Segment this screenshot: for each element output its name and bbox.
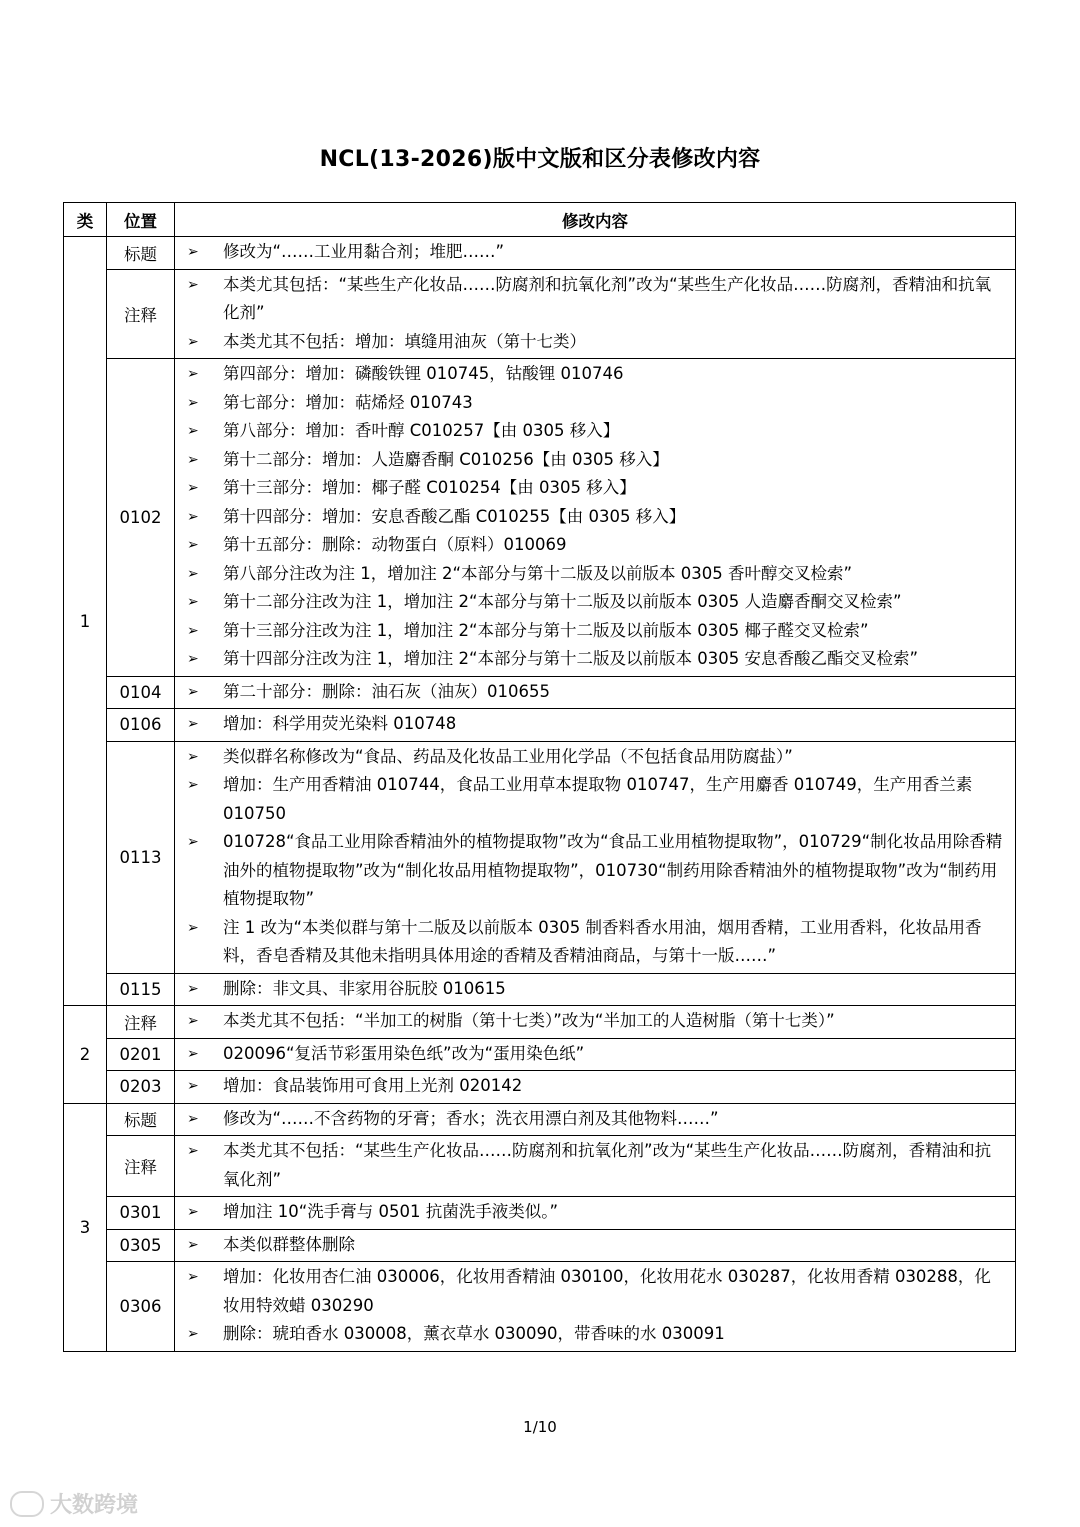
item-text: 修改为“……不含药物的牙膏；香水；洗衣用漂白剂及其他物料……” [223,1108,719,1128]
item-text: 注 1 改为“本类似群与第十二版及以前版本 0305 制香料香水用油，烟用香精，工业用香料，化妆品用香料，香皂香精及其他未指明具体用途的香精及香精油商品，与第十一版……” [223,917,982,965]
position-cell: 标题 [107,237,175,270]
arrow-bullet-icon: ➢ [187,1269,199,1285]
item-text: 增加：生产用香精油 010744，食品工业用草本提取物 010747，生产用麝香 010749，生产用香兰素 010750 [223,775,973,823]
arrow-bullet-icon: ➢ [187,1013,199,1029]
list-item [187,743,1007,772]
table-row [64,741,1016,973]
list-item [187,645,1007,674]
arrow-bullet-icon: ➢ [187,1078,199,1094]
position-cell: 0113 [107,741,175,973]
list-item [187,975,1007,1004]
item-text: 第七部分：增加：萜烯烃 010743 [223,392,473,412]
table-row [64,1229,1016,1262]
table-row [64,1262,1016,1352]
item-text: 类似群名称修改为“食品、药品及化妆品工业用化学品（不包括食品用防腐盐）” [223,746,793,766]
arrow-bullet-icon: ➢ [187,451,199,468]
item-text: 本类尤其不包括：“某些生产化妆品……防腐剂和抗氧化剂”改为“某些生产化妆品……防腐剂，香精油和抗氧化剂” [223,1141,992,1189]
list-item [187,560,1007,589]
item-text: 第十四部分注改为注 1，增加注 2“本部分与第十二版及以前版本 0305 安息香酸乙酯交叉检索” [223,649,919,668]
table-row [64,1103,1016,1136]
table-row [64,1006,1016,1039]
revision-table [63,202,1016,1352]
class-number-cell: 1 [64,237,107,1006]
content-cell [175,676,1016,709]
content-cell [175,359,1016,677]
table-header-row [64,203,1016,237]
content-cell [175,741,1016,973]
item-text: 增加：科学用荧光染料 010748 [223,714,457,733]
item-text: 020096“复活节彩蛋用染色纸”改为“蛋用染色纸” [223,1043,585,1063]
item-text: 增加注 10“洗手膏与 0501 抗菌洗手液类似。” [223,1202,559,1221]
position-cell: 标题 [107,1103,175,1136]
list-item [187,1105,1007,1134]
table-row [64,1038,1016,1071]
page-number: 1/10 [523,1418,557,1436]
arrow-bullet-icon: ➢ [187,276,199,293]
content-cell [175,237,1016,270]
watermark-logo-icon [10,1491,44,1517]
arrow-bullet-icon: ➢ [187,565,199,582]
item-text: 删除：琥珀香水 030008，薰衣草水 030090，带香味的水 030091 [223,1324,725,1343]
list-item [187,1231,1007,1260]
arrow-bullet-icon: ➢ [187,1326,199,1342]
item-text: 删除：非文具、非家用谷朊胶 010615 [223,978,506,998]
item-text: 010728“食品工业用除香精油外的植物提取物”改为“食品工业用植物提取物”，010729“制化妆品用除香精油外的植物提取物”改为“制化妆品用植物提取物”，010730“制药用除香精油外的植物提取物”改为“制药用植物提取物” [223,832,1003,908]
item-text: 第十三部分：增加：椰子醛 C010254【由 0305 移入】 [223,478,636,497]
item-text: 本类尤其包括：“某些生产化妆品……防腐剂和抗氧化剂”改为“某些生产化妆品……防腐剂，香精油和抗氧化剂” [223,274,992,322]
item-text: 本类尤其不包括：增加：填缝用油灰（第十七类） [223,331,586,351]
class-number-cell: 2 [64,1006,107,1104]
arrow-bullet-icon: ➢ [187,244,199,260]
arrow-bullet-icon: ➢ [187,508,199,525]
table-row [64,676,1016,709]
item-text: 第十二部分注改为注 1，增加注 2“本部分与第十二版及以前版本 0305 人造麝香酮交叉检索” [223,592,902,611]
arrow-bullet-icon: ➢ [187,594,199,610]
watermark-text: 大数跨境 [50,1493,139,1518]
content-cell [175,709,1016,742]
arrow-bullet-icon: ➢ [187,1045,199,1062]
content-cell [175,1006,1016,1039]
arrow-bullet-icon: ➢ [187,423,199,439]
content-cell [175,1262,1016,1352]
arrow-bullet-icon: ➢ [187,777,199,793]
position-cell: 0306 [107,1262,175,1352]
item-text: 第十四部分：增加：安息香酸乙酯 C010255【由 0305 移入】 [223,506,686,526]
content-cell [175,1071,1016,1104]
item-text: 第十三部分注改为注 1，增加注 2“本部分与第十二版及以前版本 0305 椰子醛交叉检索” [223,620,869,640]
list-item [187,617,1007,646]
table-row [64,709,1016,742]
content-cell [175,1103,1016,1136]
list-item [187,328,1007,357]
list-item [187,1263,1007,1320]
arrow-bullet-icon: ➢ [187,651,199,667]
list-item [187,1007,1007,1036]
item-text: 第八部分：增加：香叶醇 C010257【由 0305 移入】 [223,421,620,440]
table-row [64,1136,1016,1197]
position-cell: 注释 [107,269,175,359]
content-cell [175,973,1016,1006]
list-item [187,710,1007,739]
table-body [64,237,1016,1352]
table-row [64,359,1016,677]
arrow-bullet-icon: ➢ [187,333,199,350]
arrow-bullet-icon: ➢ [187,834,199,850]
position-cell: 0301 [107,1197,175,1230]
list-item [187,446,1007,475]
arrow-bullet-icon: ➢ [187,683,199,700]
position-cell: 注释 [107,1136,175,1197]
list-item [187,914,1007,971]
list-item [187,1040,1007,1069]
list-item [187,389,1007,418]
item-text: 第八部分注改为注 1，增加注 2“本部分与第十二版及以前版本 0305 香叶醇交叉检索” [223,563,853,583]
position-cell: 注释 [107,1006,175,1039]
content-cell [175,1038,1016,1071]
list-item [187,588,1007,617]
arrow-bullet-icon: ➢ [187,480,199,496]
list-item [187,271,1007,328]
table-row [64,1197,1016,1230]
list-item [187,360,1007,389]
list-item [187,828,1007,914]
position-cell: 0115 [107,973,175,1006]
list-item [187,474,1007,503]
list-item [187,503,1007,532]
table-row [64,237,1016,270]
item-text: 增加：化妆用杏仁油 030006，化妆用香精油 030100，化妆用花水 030287，化妆用香精 030288，化妆用特效蜡 030290 [223,1267,991,1315]
list-item [187,238,1007,267]
table-row [64,973,1016,1006]
content-cell [175,269,1016,359]
content-cell [175,1229,1016,1262]
header-position: 位置 [107,203,175,237]
header-class: 类 [64,203,107,237]
arrow-bullet-icon: ➢ [187,1204,199,1220]
list-item [187,1198,1007,1227]
position-cell: 0201 [107,1038,175,1071]
list-item [187,1137,1007,1194]
list-item [187,678,1007,707]
position-cell: 0102 [107,359,175,677]
arrow-bullet-icon: ➢ [187,748,199,765]
arrow-bullet-icon: ➢ [187,394,199,411]
table-row [64,1071,1016,1104]
document-title: NCL(13-2026)版中文版和区分表修改内容 [319,147,761,172]
item-text: 本类似群整体删除 [223,1234,355,1254]
list-item [187,771,1007,828]
content-cell [175,1136,1016,1197]
list-item [187,531,1007,560]
arrow-bullet-icon: ➢ [187,980,199,997]
position-cell: 0106 [107,709,175,742]
arrow-bullet-icon: ➢ [187,1143,199,1159]
arrow-bullet-icon: ➢ [187,622,199,639]
item-text: 第十五部分：删除：动物蛋白（原料）010069 [223,535,567,554]
item-text: 第十二部分：增加：人造麝香酮 C010256【由 0305 移入】 [223,449,669,469]
item-text: 第四部分：增加：磷酸铁锂 010745，钴酸锂 010746 [223,364,624,383]
arrow-bullet-icon: ➢ [187,716,199,732]
arrow-bullet-icon: ➢ [187,366,199,382]
arrow-bullet-icon: ➢ [187,537,199,553]
arrow-bullet-icon: ➢ [187,1110,199,1127]
arrow-bullet-icon: ➢ [187,919,199,936]
position-cell: 0203 [107,1071,175,1104]
list-item [187,1320,1007,1349]
watermark [10,1488,138,1519]
item-text: 第二十部分：删除：油石灰（油灰）010655 [223,681,550,701]
content-cell [175,1197,1016,1230]
table-row [64,269,1016,359]
header-content: 修改内容 [175,203,1016,237]
list-item [187,1072,1007,1101]
list-item [187,417,1007,446]
position-cell: 0104 [107,676,175,709]
class-number-cell: 3 [64,1103,107,1351]
item-text: 修改为“……工业用黏合剂；堆肥……” [223,242,505,261]
arrow-bullet-icon: ➢ [187,1236,199,1253]
position-cell: 0305 [107,1229,175,1262]
item-text: 本类尤其不包括：“半加工的树脂（第十七类）”改为“半加工的人造树脂（第十七类）” [223,1011,835,1030]
item-text: 增加：食品装饰用可食用上光剂 020142 [223,1076,523,1095]
